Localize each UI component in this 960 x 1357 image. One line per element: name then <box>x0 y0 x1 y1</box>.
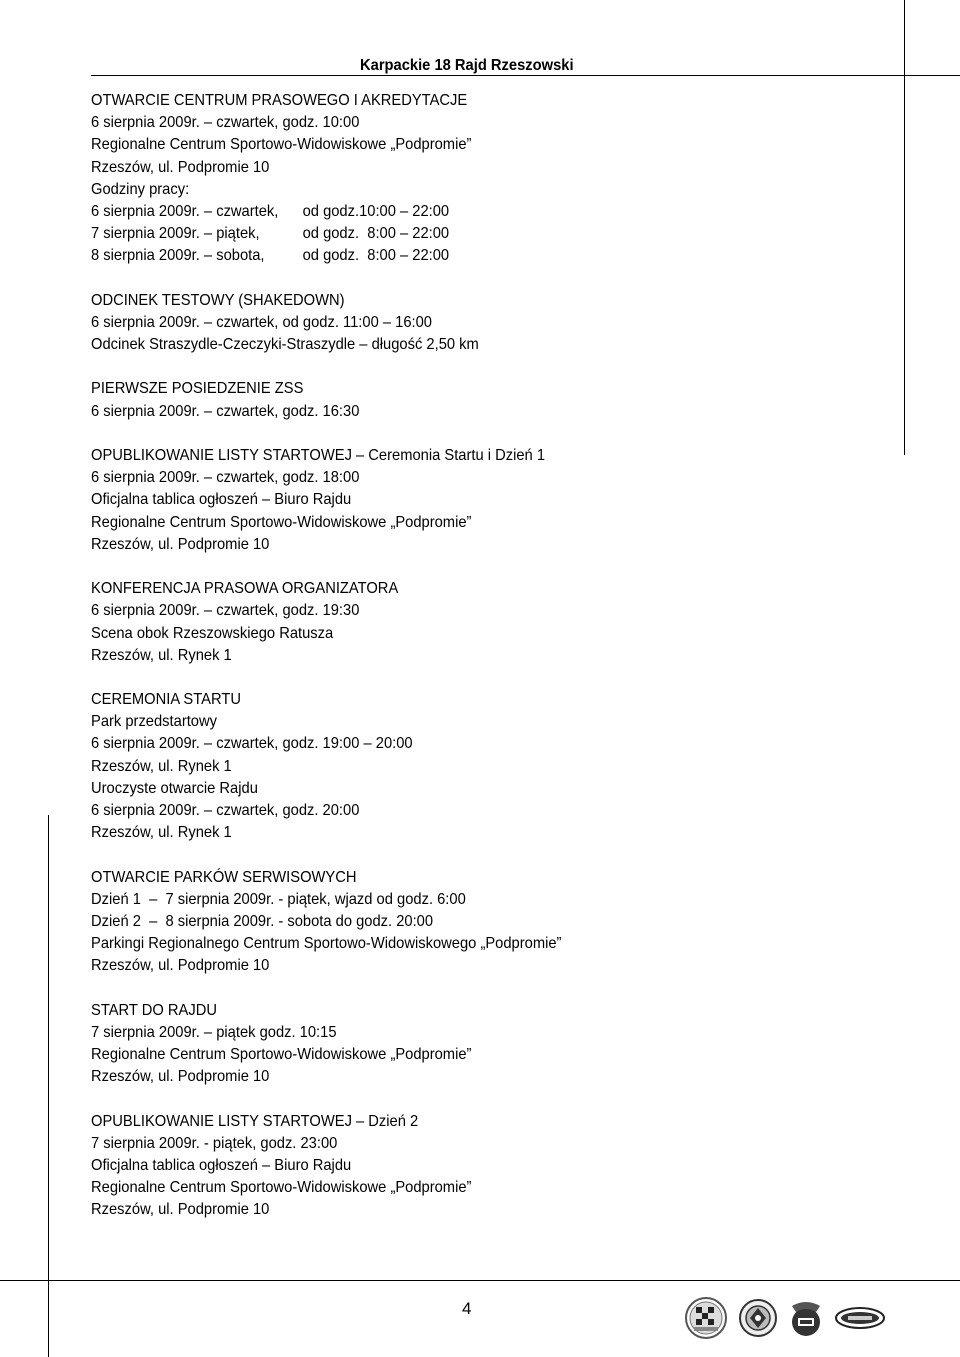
section-heading: ODCINEK TESTOWY (SHAKEDOWN) <box>91 291 345 309</box>
event-venue: Regionalne Centrum Sportowo-Widowiskowe „Podpromie” <box>91 1179 472 1197</box>
section-press-center <box>91 90 691 268</box>
section-heading: OTWARCIE CENTRUM PRASOWEGO I AKREDYTACJE <box>91 92 468 109</box>
section-heading: OPUBLIKOWANIE LISTY STARTOWEJ – Dzień 2 <box>91 1112 419 1130</box>
section-heading: KONFERENCJA PRASOWA ORGANIZATORA <box>91 580 399 598</box>
section-service-parks <box>91 867 691 978</box>
sms-logo <box>834 1296 886 1340</box>
club-logo <box>738 1296 778 1340</box>
section-spacer <box>91 356 691 378</box>
sponsor-logos <box>684 1296 886 1340</box>
section-spacer <box>91 667 691 689</box>
event-venue: Regionalne Centrum Sportowo-Widowiskowe „Podpromie” <box>91 136 472 154</box>
event-date: 6 sierpnia 2009r. – czwartek, godz. 19:30 <box>91 602 360 620</box>
event-address: Rzeszów, ul. Podpromie 10 <box>91 957 270 975</box>
section-zss <box>91 378 691 422</box>
event-board: Oficjalna tablica ogłoszeń – Biuro Rajdu <box>91 491 352 509</box>
page-number: 4 <box>462 1299 472 1318</box>
section-spacer <box>91 844 691 866</box>
event-date: 7 sierpnia 2009r. - piątek, godz. 23:00 <box>91 1134 338 1152</box>
section-spacer <box>91 1088 691 1110</box>
right-margin-rule <box>904 0 905 455</box>
event-address: Rzeszów, ul. Rynek 1 <box>91 757 232 775</box>
event-day: Dzień 1 – 7 sierpnia 2009r. - piątek, wjazd od godz. 6:00 <box>91 890 466 908</box>
section-spacer <box>91 556 691 578</box>
hours-row <box>91 201 643 223</box>
section-heading: CEREMONIA STARTU <box>91 691 241 709</box>
hours-day: 7 sierpnia 2009r. – piątek, <box>91 225 260 243</box>
event-venue: Regionalne Centrum Sportowo-Widowiskowe „Podpromie” <box>91 513 472 531</box>
event-date: 6 sierpnia 2009r. – czwartek, od godz. 11:00 – 16:00 <box>91 313 432 331</box>
event-address: Rzeszów, ul. Rynek 1 <box>91 646 232 664</box>
hours-row <box>91 245 643 267</box>
section-spacer <box>91 978 691 1000</box>
section-start-list-1 <box>91 445 691 556</box>
document-header-title: Karpackie 18 Rajd Rzeszowski <box>360 57 574 74</box>
event-address: Rzeszów, ul. Podpromie 10 <box>91 1068 270 1086</box>
hours-label: Godziny pracy: <box>91 180 190 198</box>
event-date: 6 sierpnia 2009r. – czwartek, godz. 20:00 <box>91 802 360 819</box>
footer-rule <box>0 1280 960 1281</box>
hours-time: od godz. 8:00 – 22:00 <box>302 225 450 243</box>
header-rule <box>91 75 960 76</box>
schedule-content <box>91 90 691 1222</box>
left-margin-rule <box>48 815 49 1357</box>
section-start-list-2 <box>91 1111 691 1222</box>
event-address: Rzeszów, ul. Podpromie 10 <box>91 535 270 553</box>
event-parking: Parkingi Regionalnego Centrum Sportowo-Widowiskowego „Podpromie” <box>91 935 562 953</box>
event-park: Park przedstartowy <box>91 713 217 731</box>
section-rally-start <box>91 1000 691 1089</box>
section-spacer <box>91 423 691 445</box>
event-date: 6 sierpnia 2009r. – czwartek, godz. 19:00 – 20:00 <box>91 735 413 753</box>
event-date: 6 sierpnia 2009r. – czwartek, godz. 10:00 <box>91 114 360 132</box>
event-day: Dzień 2 – 8 sierpnia 2009r. - sobota do godz. 20:00 <box>91 912 434 930</box>
section-start-ceremony <box>91 689 691 844</box>
section-heading: START DO RAJDU <box>91 1001 217 1019</box>
hours-row <box>91 223 643 245</box>
hours-day: 6 sierpnia 2009r. – czwartek, <box>91 202 279 220</box>
section-spacer <box>91 268 691 290</box>
hours-day: 8 sierpnia 2009r. – sobota, <box>91 247 265 265</box>
event-address: Rzeszów, ul. Podpromie 10 <box>91 1201 270 1219</box>
event-date: 7 sierpnia 2009r. – piątek godz. 10:15 <box>91 1023 337 1041</box>
section-shakedown <box>91 290 691 357</box>
pzm-logo <box>788 1296 824 1340</box>
event-board: Oficjalna tablica ogłoszeń – Biuro Rajdu <box>91 1157 352 1174</box>
section-heading: OTWARCIE PARKÓW SERWISOWYCH <box>91 868 357 886</box>
section-heading: OPUBLIKOWANIE LISTY STARTOWEJ – Ceremonia Startu i Dzień 1 <box>91 447 546 464</box>
hours-time: od godz.10:00 – 22:00 <box>302 202 450 220</box>
event-venue: Regionalne Centrum Sportowo-Widowiskowe „Podpromie” <box>91 1046 472 1064</box>
event-opening: Uroczyste otwarcie Rajdu <box>91 779 258 797</box>
hours-time: od godz. 8:00 – 22:00 <box>302 247 450 265</box>
event-address: Rzeszów, ul. Rynek 1 <box>91 824 232 842</box>
event-place: Scena obok Rzeszowskiego Ratusza <box>91 624 334 642</box>
event-date: 6 sierpnia 2009r. – czwartek, godz. 16:30 <box>91 402 360 420</box>
section-heading: PIERWSZE POSIEDZENIE ZSS <box>91 380 304 398</box>
section-press-conference <box>91 578 691 667</box>
rally-logo <box>684 1296 728 1340</box>
event-date: 6 sierpnia 2009r. – czwartek, godz. 18:00 <box>91 469 360 487</box>
event-details: Odcinek Straszydle-Czeczyki-Straszydle – długość 2,50 km <box>91 336 479 354</box>
event-address: Rzeszów, ul. Podpromie 10 <box>91 158 270 176</box>
